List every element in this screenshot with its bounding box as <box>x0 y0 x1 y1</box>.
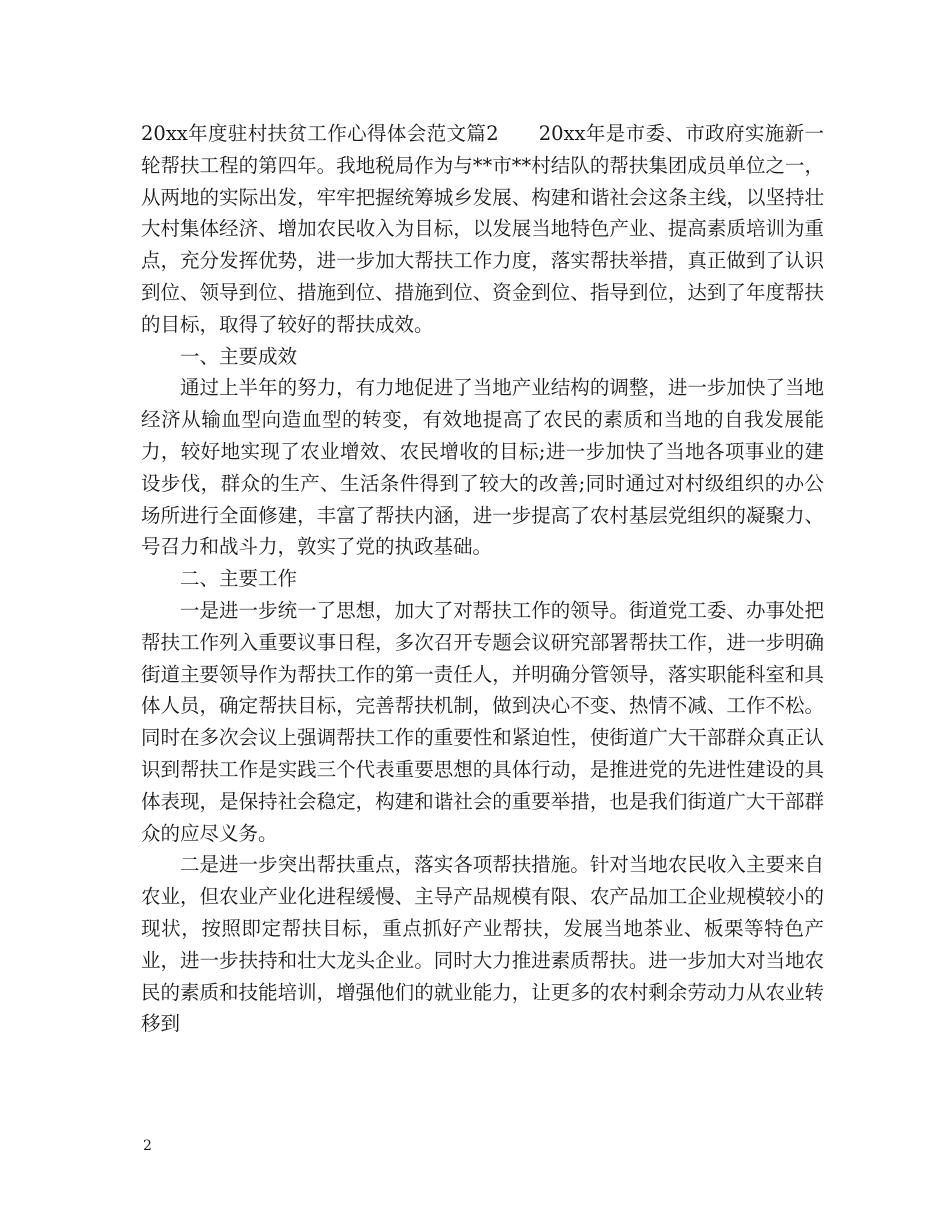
paragraph-intro: 20xx年度驻村扶贫工作心得体会范文篇2 20xx年是市委、市政府实施新一轮帮扶工程的第四年。我地税局作为与**市**村结队的帮扶集团成员单位之一，从两地的实际出发，牢牢把握统筹城乡发展、构建和谐社会这条主线，以坚持壮大村集体经济、增加农民收入为目标，以发展当地特色产业、提高素质培训为重点，充分发挥优势，进一步加大帮扶工作力度，落实帮扶举措，真正做到了认识到位、领导到位、措施到位、措施到位、资金到位、指导到位，达到了年度帮扶的目标，取得了较好的帮扶成效。 <box>141 122 824 336</box>
section-heading-main-results: 一、主要成效 <box>180 344 298 368</box>
paragraph-work-item-2: 二是进一步突出帮扶重点，落实各项帮扶措施。针对当地农民收入主要来自农业，但农业产业化进程缓慢、主导产品规模有限、农产品加工企业规模较小的现状，按照即定帮扶目标，重点抓好产业帮扶，发展当地茶业、板栗等特色产业，进一步扶持和壮大龙头企业。同时大力推进素质帮扶。进一步加大对当地农民的素质和技能培训，增强他们的就业能力，让更多的农村剩余劳动力从农业转移到 <box>141 853 824 1036</box>
document-body <box>141 118 824 1040</box>
paragraph-main-results: 通过上半年的努力，有力地促进了当地产业结构的调整，进一步加快了当地经济从输血型向造血型的转变，有效地提高了农民的素质和当地的自我发展能力，较好地实现了农业增效、农民增收的目标;进一步加快了当地各项事业的建设步伐，群众的生产、生活条件得到了较大的改善;同时通过对村级组织的办公场所进行全面修建，丰富了帮扶内涵，进一步提高了农村基层党组织的凝聚力、号召力和战斗力，敦实了党的执政基础。 <box>141 376 824 559</box>
section-heading-main-work: 二、主要工作 <box>180 567 298 591</box>
page-number: 2 <box>143 1138 152 1154</box>
paragraph-work-item-1: 一是进一步统一了思想，加大了对帮扶工作的领导。街道党工委、办事处把帮扶工作列入重要议事日程，多次召开专题会议研究部署帮扶工作，进一步明确街道主要领导作为帮扶工作的第一责任人，并明确分管领导，落实职能科室和具体人员，确定帮扶目标，完善帮扶机制，做到决心不变、热情不减、工作不松。同时在多次会议上强调帮扶工作的重要性和紧迫性，使街道广大干部群众真正认识到帮扶工作是实践三个代表重要思想的具体行动，是推进党的先进性建设的具体表现，是保持社会稳定，构建和谐社会的重要举措，也是我们街道广大干部群众的应尽义务。 <box>141 598 824 845</box>
